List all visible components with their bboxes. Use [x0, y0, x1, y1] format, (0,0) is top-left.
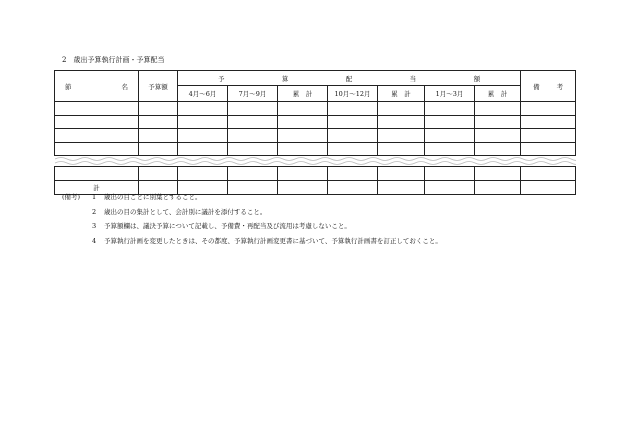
table-row: [55, 102, 576, 116]
wave-break-icon: [55, 156, 576, 166]
total-label: 計: [55, 180, 139, 194]
header-cumulative-3: 累 計: [475, 86, 521, 102]
header-budget-amount: 予算額: [139, 71, 178, 102]
header-jul-sep: 7月～9月: [228, 86, 278, 102]
header-oct-dec: 10月～12月: [328, 86, 378, 102]
table-header-row-1: [55, 71, 576, 86]
header-remarks: 備 考: [521, 71, 576, 102]
section-heading: 2 歳出予算執行計画・予算配当: [62, 56, 165, 64]
remarks-notes: [62, 190, 442, 248]
table-row: [55, 115, 576, 129]
notes-label: (備考): [62, 193, 81, 201]
table-break-wave: [55, 156, 576, 167]
header-section-name: 節 名: [55, 71, 139, 102]
header-jan-mar: 1月～3月: [425, 86, 475, 102]
header-cumulative-2: 累 計: [378, 86, 425, 102]
table-break-row: [55, 156, 576, 167]
header-budget-allocation: 予 算 配 当 額: [178, 71, 521, 86]
table-row: [55, 167, 576, 181]
budget-allocation-table: [54, 70, 576, 195]
note-item: 3 予算額欄は、議決予算について記載し、予備費・再配当及び流用は考慮しないこと。: [92, 222, 351, 230]
table-row: [55, 129, 576, 143]
note-item: (備考) 1 歳出の目ごとに別葉とすること。: [62, 190, 442, 205]
note-item: 4 予算執行計画を変更したときは、その都度、予算執行計画変更書に基づいて、予算執行計画書を訂正しておくこと。: [92, 236, 442, 245]
note-item: 2 歳出の目の集計として、会計別に議計を添付すること。: [92, 207, 267, 216]
table-row: [55, 142, 576, 156]
header-cumulative-1: 累 計: [278, 86, 328, 102]
header-apr-jun: 4月～6月: [178, 86, 228, 102]
